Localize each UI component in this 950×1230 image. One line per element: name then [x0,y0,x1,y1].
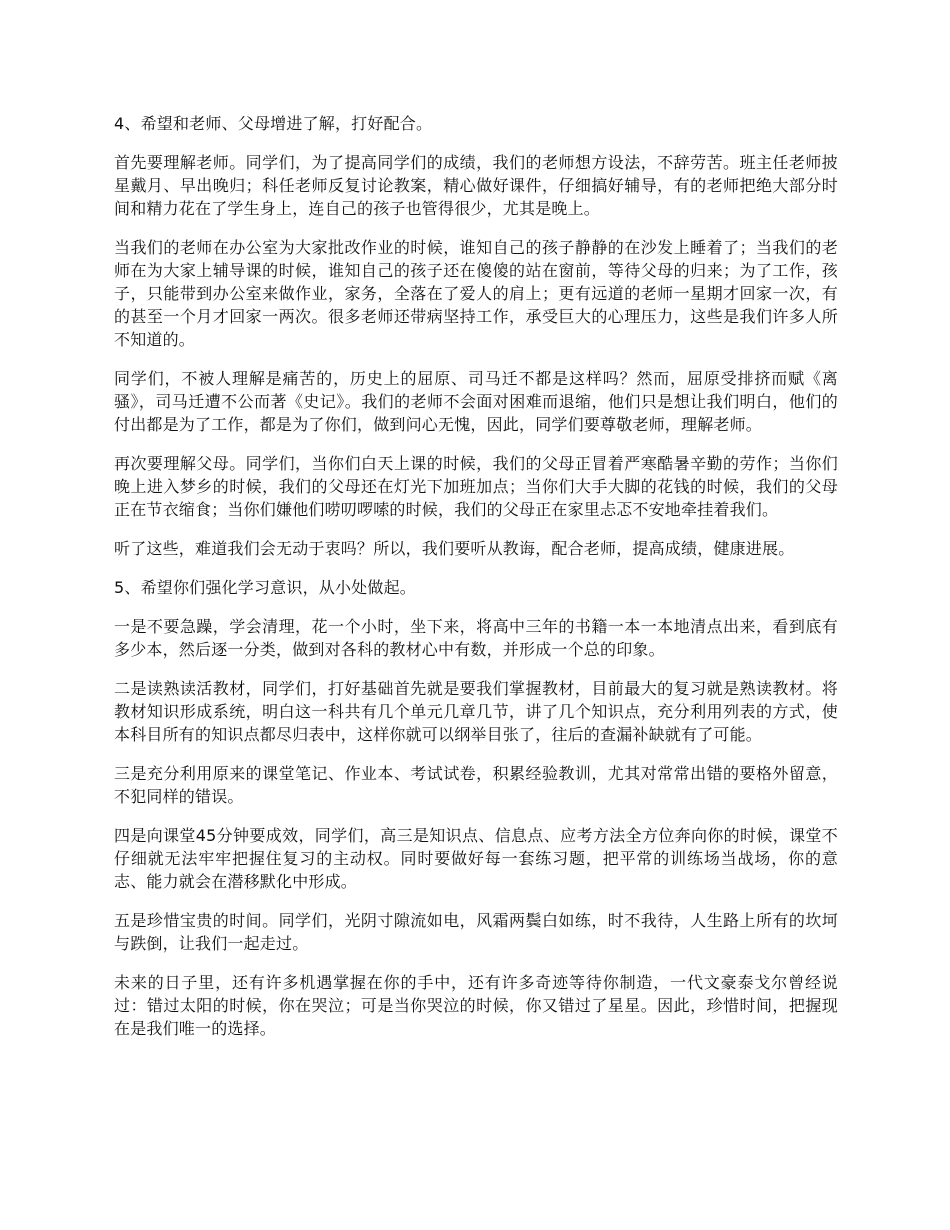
paragraph: 四是向课堂45分钟要成效，同学们，高三是知识点、信息点、应考方法全方位奔向你的时候，课堂不仔细就无法牢牢把握住复习的主动权。同时要做好每一套练习题，把平常的训练场当战场，你的意志、能力就会在潜移默化中形成。 [114,826,838,891]
paragraph: 五是珍惜宝贵的时间。同学们，光阴寸隙流如电，风霜两鬓白如练，时不我待，人生路上所有的坎坷与跌倒，让我们一起走过。 [114,911,838,953]
paragraph: 同学们，不被人理解是痛苦的，历史上的屈原、司马迁不都是这样吗？然而，屈原受排挤而赋《离骚》，司马迁遭不公而著《史记》。我们的老师不会面对困难而退缩，他们只是想让我们明白，他们的付出都是为了工作，都是为了你们，做到问心无愧，因此，同学们要尊敬老师，理解老师。 [114,369,838,434]
paragraph: 未来的日子里，还有许多机遇掌握在你的手中，还有许多奇迹等待你制造，一代文豪泰戈尔曾经说过：错过太阳的时候，你在哭泣；可是当你哭泣的时候，你又错过了星星。因此，珍惜时间，把握现在是我们唯一的选择。 [114,973,838,1038]
paragraph: 三是充分利用原来的课堂笔记、作业本、考试试卷，积累经验教训，尤其对常常出错的要格外留意，不犯同样的错误。 [114,764,838,806]
paragraph-heading-4: 4、希望和老师、父母增进了解，打好配合。 [114,114,433,133]
paragraph: 再次要理解父母。同学们，当你们白天上课的时候，我们的父母正冒着严寒酷暑辛勤的劳作；当你们晚上进入梦乡的时候，我们的父母还在灯光下加班加点；当你们大手大脚的花钱的时候，我们的父母正在节衣缩食；当你们嫌他们唠叨啰嗦的时候，我们的父母正在家里忐忑不安地牵挂着我们。 [114,454,838,519]
document-body [114,112,838,1056]
paragraph: 二是读熟读活教材，同学们，打好基础首先就是要我们掌握教材，目前最大的复习就是熟读教材。将教材知识形成系统，明白这一科共有几个单元几章几节，讲了几个知识点，充分利用列表的方式，使本科目所有的知识点都尽归表中，这样你就可以纲举目张了，往后的查漏补缺就有了可能。 [114,679,838,744]
paragraph-heading-5: 5、希望你们强化学习意识，从小处做起。 [114,578,416,597]
paragraph: 首先要理解老师。同学们，为了提高同学们的成绩，我们的老师想方设法，不辞劳苦。班主任老师披星戴月、早出晚归；科任老师反复讨论教案，精心做好课件，仔细搞好辅导，有的老师把绝大部分时间和精力花在了学生身上，连自己的孩子也管得很少，尤其是晚上。 [114,153,838,218]
paragraph: 听了这些，难道我们会无动于衷吗？所以，我们要听从教诲，配合老师，提高成绩，健康进展。 [114,539,795,558]
paragraph: 一是不要急躁，学会清理，花一个小时，坐下来，将高中三年的书籍一本一本地清点出来，看到底有多少本，然后逐一分类，做到对各科的教材心中有数，并形成一个总的印象。 [114,617,838,659]
paragraph: 当我们的老师在办公室为大家批改作业的时候，谁知自己的孩子静静的在沙发上睡着了；当我们的老师在为大家上辅导课的时候，谁知自己的孩子还在傻傻的站在窗前，等待父母的归来；为了工作，孩子，只能带到办公室来做作业，家务，全落在了爱人的肩上；更有远道的老师一星期才回家一次，有的甚至一个月才回家一两次。很多老师还带病坚持工作，承受巨大的心理压力，这些是我们许多人所不知道的。 [114,238,838,349]
